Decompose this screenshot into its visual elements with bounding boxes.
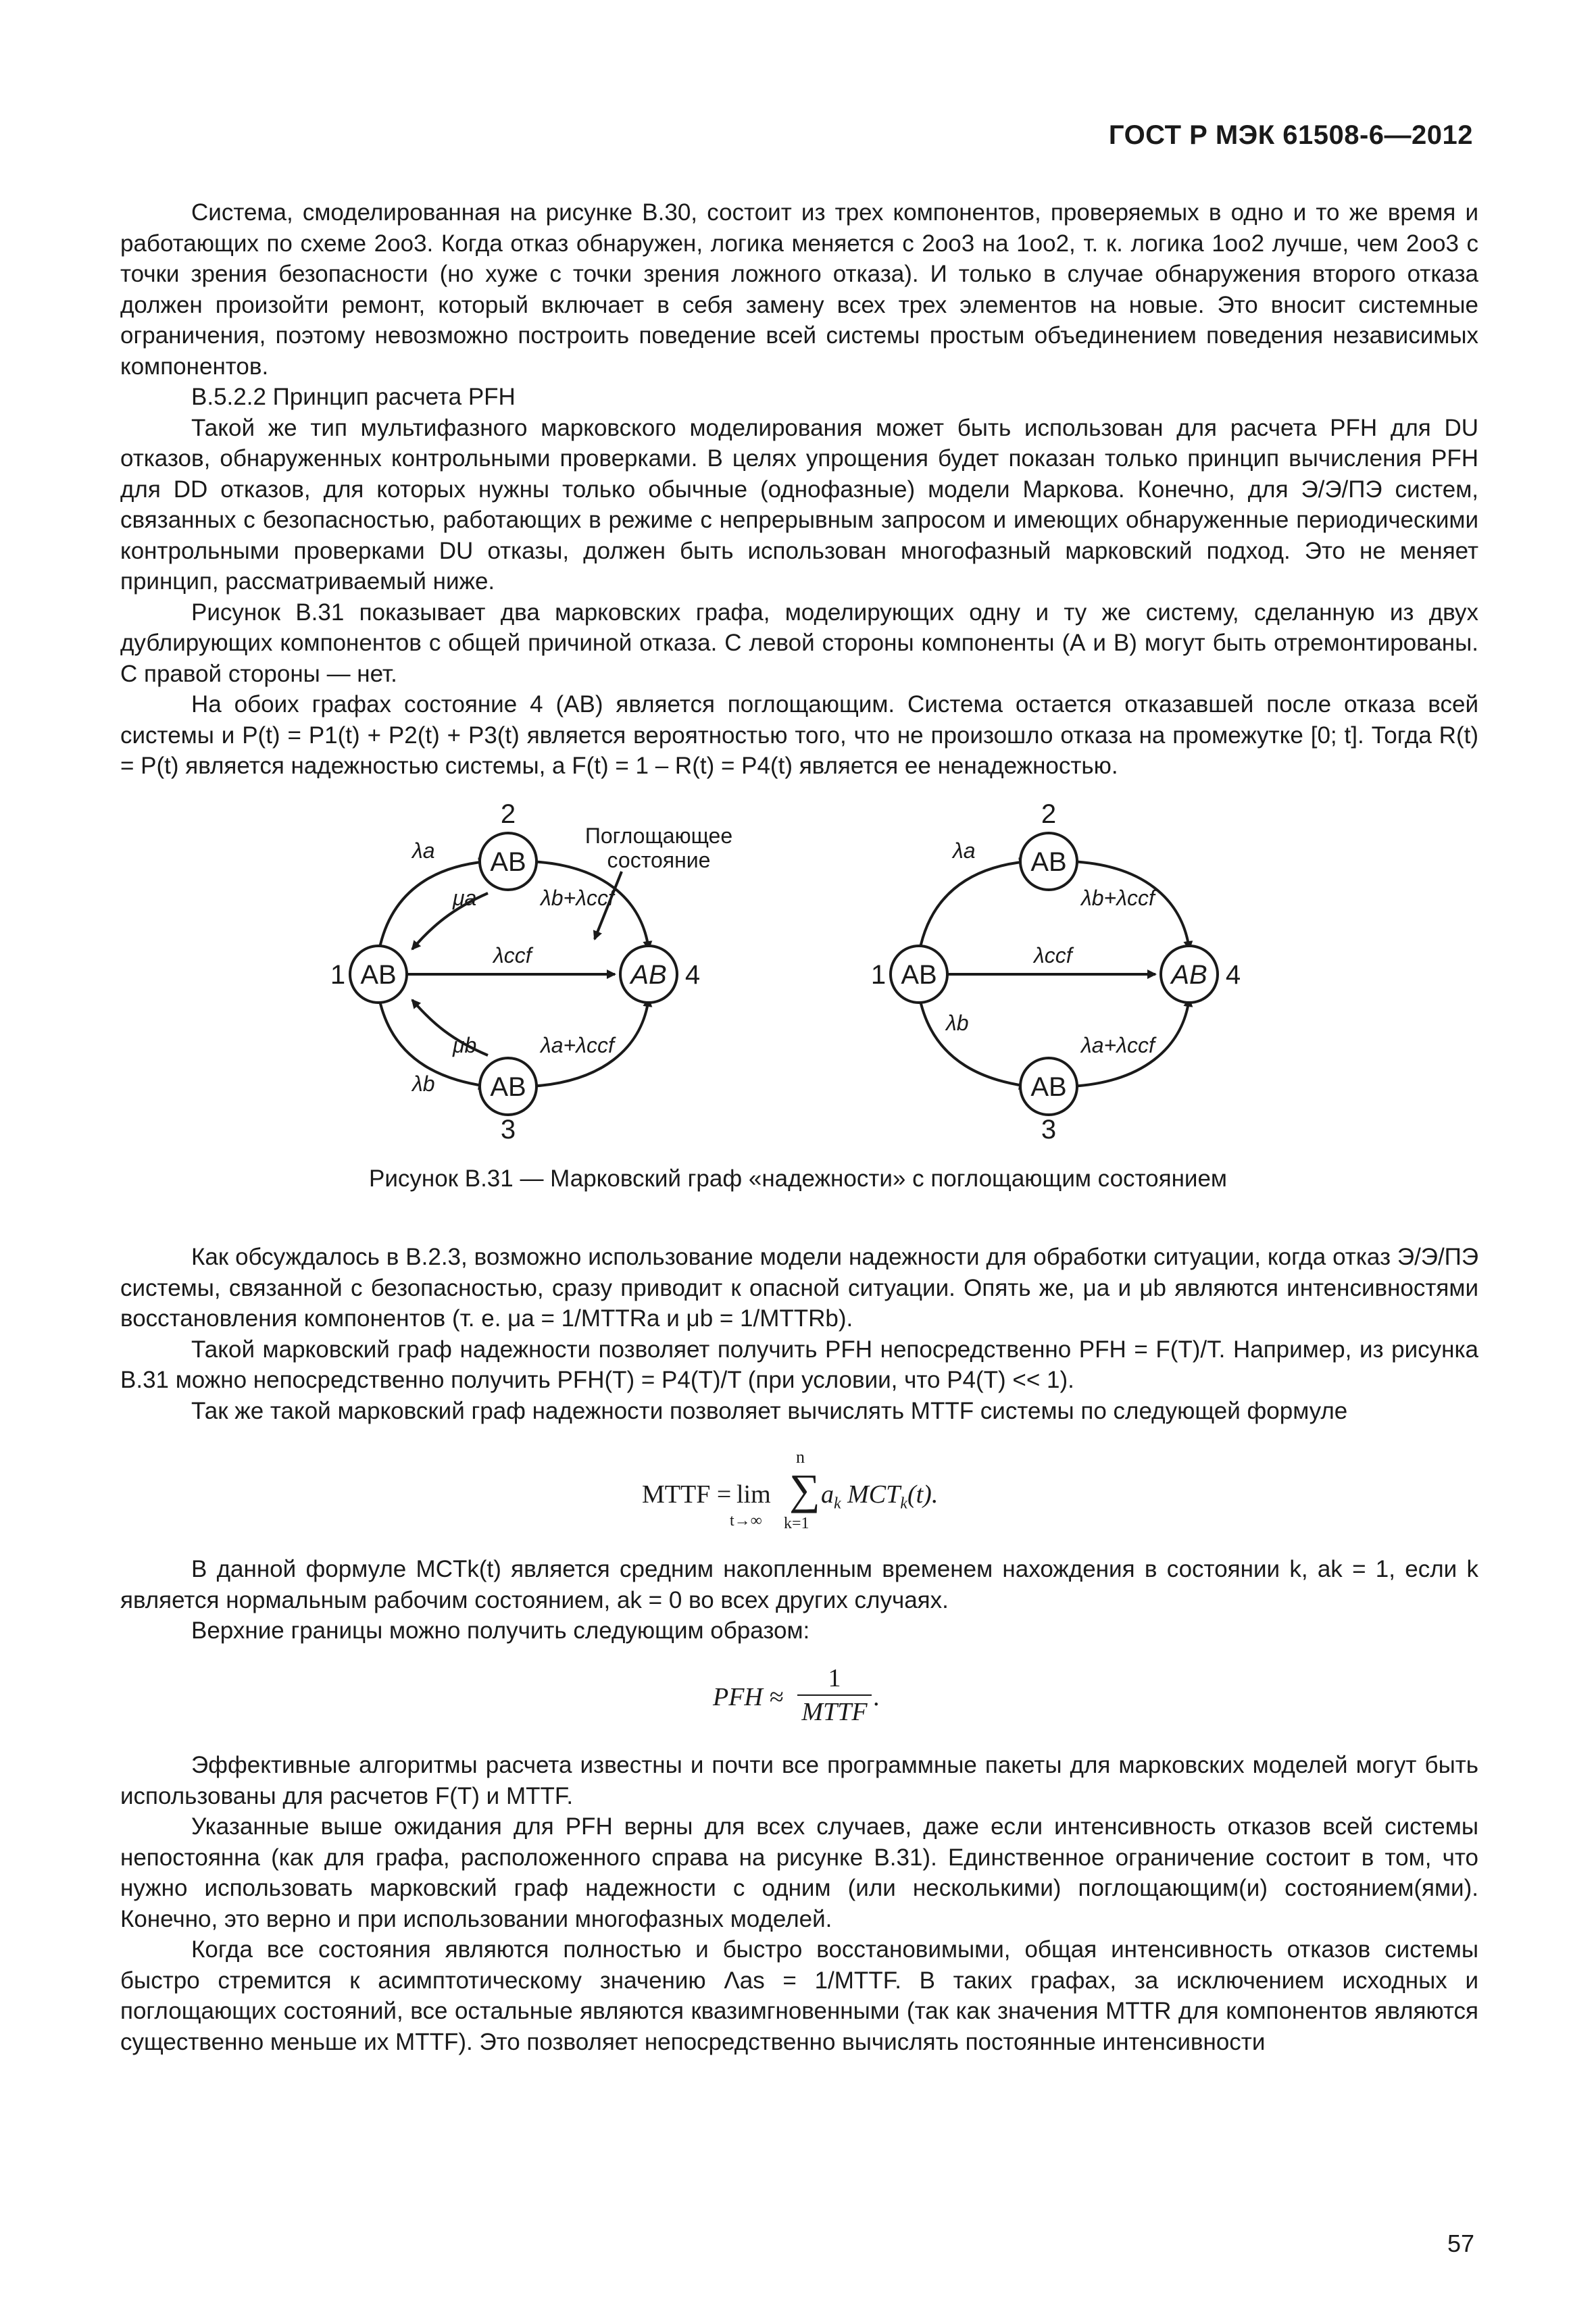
state-number: 4	[1225, 960, 1241, 990]
rate-label: λccf	[1034, 943, 1072, 967]
formula-denominator: MTTF	[801, 1698, 868, 1726]
rate-label: λa+λccf	[541, 1033, 614, 1057]
paragraph: Указанные выше ожидания для PFH верны для всех случаев, даже если интенсивность отказов всей системы непостоянна (как для графа, расположенного справа на рисунке В.31). Единственное ограничение состоит в том, что нужно использовать марковский граф надежности с одним (или несколькими) поглощающим(и) состоянием(ями). Конечно, это верно и при использовании многофазных моделей.	[120, 1813, 1478, 1932]
formula-lhs: MTTF =	[642, 1480, 732, 1509]
rate-label: λb	[412, 1072, 435, 1096]
rate-label: λb	[946, 1011, 969, 1035]
arrow-1-3	[919, 995, 1027, 1086]
paragraph: Такой марковский граф надежности позволяет получить PFH непосредственно PFH = F(T)/T. Например, из рисунка В.31 можно непосредственно получить PFH(T) = P4(T)/T (при условии, что P4(T) << 1).	[120, 1336, 1478, 1393]
text-block-bottom	[120, 1750, 1478, 2057]
section-heading: В.5.2.2 Принцип расчета PFH	[191, 384, 516, 410]
paragraph: Такой же тип мультифазного марковского моделирования может быть использован для расчета PFH для DU отказов, обнаруженных контрольными проверками. В целях упрощения будет показан только принцип вычисления PFH для DD отказов, для которых нужны только обычные (однофазные) модели Маркова. Конечно, для Э/Э/ПЭ систем, связанных с безопасностью, работающих в режиме с непрерывным запросом и имеющих обнаруженные периодическими контрольными проверками DU отказы, должен быть использован многофазный марковский подход. Это не меняет принцип, рассматриваемый ниже.	[120, 414, 1478, 595]
state-label: AB	[901, 960, 937, 990]
paragraph: На обоих графах состояние 4 (AB) является поглощающим. Система остается отказавшей после отказа всей системы и P(t) = P1(t) + P2(t) + P3(t) является вероятностью того, что не произошло отказа на промежутке [0; t]. Тогда R(t) = P(t) является надежностью системы, а F(t) = 1 – R(t) = P4(t) является ее ненадежностью.	[120, 691, 1478, 779]
rate-label: λa	[412, 838, 435, 863]
text-block-mid	[120, 1242, 1478, 1426]
paragraph: Когда все состояния являются полностью и быстро восстановимыми, общая интенсивность отказов системы быстро стремится к асимптотическому значению Λas = 1/MTTF. В таких графах, за исключением исходных и поглощающих состояний, все остальные являются квазимгновенными (так как значения MTTR для компонентов являются существенно меньше их MTTF). Это позволяет непосредственно вычислять постоянные интенсивности	[120, 1936, 1478, 2055]
formula-numerator: 1	[828, 1664, 841, 1692]
state-number: 1	[870, 960, 887, 990]
state-number: 2	[500, 799, 516, 829]
text-block-top	[120, 197, 1478, 782]
state-label: AB	[1030, 1072, 1067, 1102]
rate-label: λccf	[493, 943, 532, 967]
formula-sum-top: n	[796, 1447, 805, 1467]
state-label: AB	[490, 847, 526, 877]
formula-sum-bottom: k=1	[784, 1515, 809, 1532]
paragraph: В данной формуле MCTk(t) является средним накопленным временем нахождения в состоянии k, ak = 1, если k является нормальным рабочим состоянием, ak = 0 во всех других случаях.	[120, 1556, 1478, 1613]
state-number: 3	[500, 1115, 516, 1142]
paragraph: Система, смоделированная на рисунке В.30, состоит из трех компонентов, проверяемых в одно и то же время и работающих по схеме 2оо3. Когда отказ обнаружен, логика меняется с 2оо3 на 1оо2, т. к. логика 1оо2 лучше, чем 2оо3 с точки зрения безопасности (но хуже с точки зрения ложного отказа). И только в случае обнаружения второго отказа должен произойти ремонт, который включает в себя замену всех трех элементов на новые. Это вносит системные ограничения, поэтому невозможно построить поведение всей системы простым объединением поведения независимых компонентов.	[120, 199, 1478, 380]
state-label: AB	[1171, 960, 1207, 990]
formula-tail: .	[873, 1683, 880, 1711]
state-number: 3	[1041, 1115, 1057, 1142]
formula-body: $a_k$ $MCT_k(t)$.	[821, 1480, 939, 1513]
state-number: 4	[684, 960, 701, 990]
page-header: ГОСТ Р МЭК 61508-6—2012	[1108, 120, 1473, 150]
state-label: AB	[360, 960, 397, 990]
page-number: 57	[1447, 2230, 1474, 2257]
rate-label: μb	[453, 1033, 477, 1057]
rate-label: λa	[953, 838, 976, 863]
markov-figure	[297, 797, 1311, 1142]
paragraph: Эффективные алгоритмы расчета известны и почти все программные пакеты для марковских моделей могут быть использованы для расчетов F(T) и MTTF.	[120, 1752, 1478, 1809]
markov-graphs	[297, 797, 1311, 1142]
absorbing-label: состояние	[607, 848, 711, 872]
paragraph: Рисунок В.31 показывает два марковских графа, моделирующих одну и ту же систему, сделанную из двух дублирующих компонентов с общей причиной отказа. С левой стороны компоненты (А и В) могут быть отремонтированы. С правой стороны — нет.	[120, 599, 1478, 687]
rate-label: λb+λccf	[1081, 886, 1155, 910]
rate-label: μa	[453, 886, 477, 910]
figure-caption: Рисунок В.31 — Марковский граф «надежности» с поглощающим состоянием	[369, 1165, 1227, 1192]
paragraph: Верхние границы можно получить следующим образом:	[191, 1617, 810, 1644]
formula-lim-sub: t→∞	[730, 1512, 762, 1530]
state-label: AB	[490, 1072, 526, 1102]
state-number: 2	[1041, 799, 1057, 829]
state-label: AB	[630, 960, 667, 990]
rate-label: λb+λccf	[541, 886, 614, 910]
formula-sigma: ∑	[789, 1465, 820, 1513]
formula-lim: lim	[737, 1480, 771, 1509]
absorbing-label: Поглощающее	[584, 824, 733, 848]
arrow-1-2	[919, 861, 1027, 954]
rate-label: λa+λccf	[1081, 1033, 1155, 1057]
paragraph: Так же такой марковский граф надежности позволяет вычислять MTTF системы по следующей формуле	[191, 1397, 1348, 1424]
formula-lhs: PFH ≈	[713, 1683, 784, 1711]
paragraph: Как обсуждалось в В.2.3, возможно использование модели надежности для обработки ситуации, когда отказ Э/Э/ПЭ системы, связанной с безопасностью, сразу приводит к опасной ситуации. Опять же, μa и μb являются интенсивностями восстановления компонентов (т. е. μa = 1/MTTRa и μb = 1/MTTRb).	[120, 1244, 1478, 1332]
state-label: AB	[1030, 847, 1067, 877]
text-block-after-formula	[120, 1554, 1478, 1646]
state-number: 1	[330, 960, 346, 990]
fraction-bar	[797, 1694, 872, 1696]
